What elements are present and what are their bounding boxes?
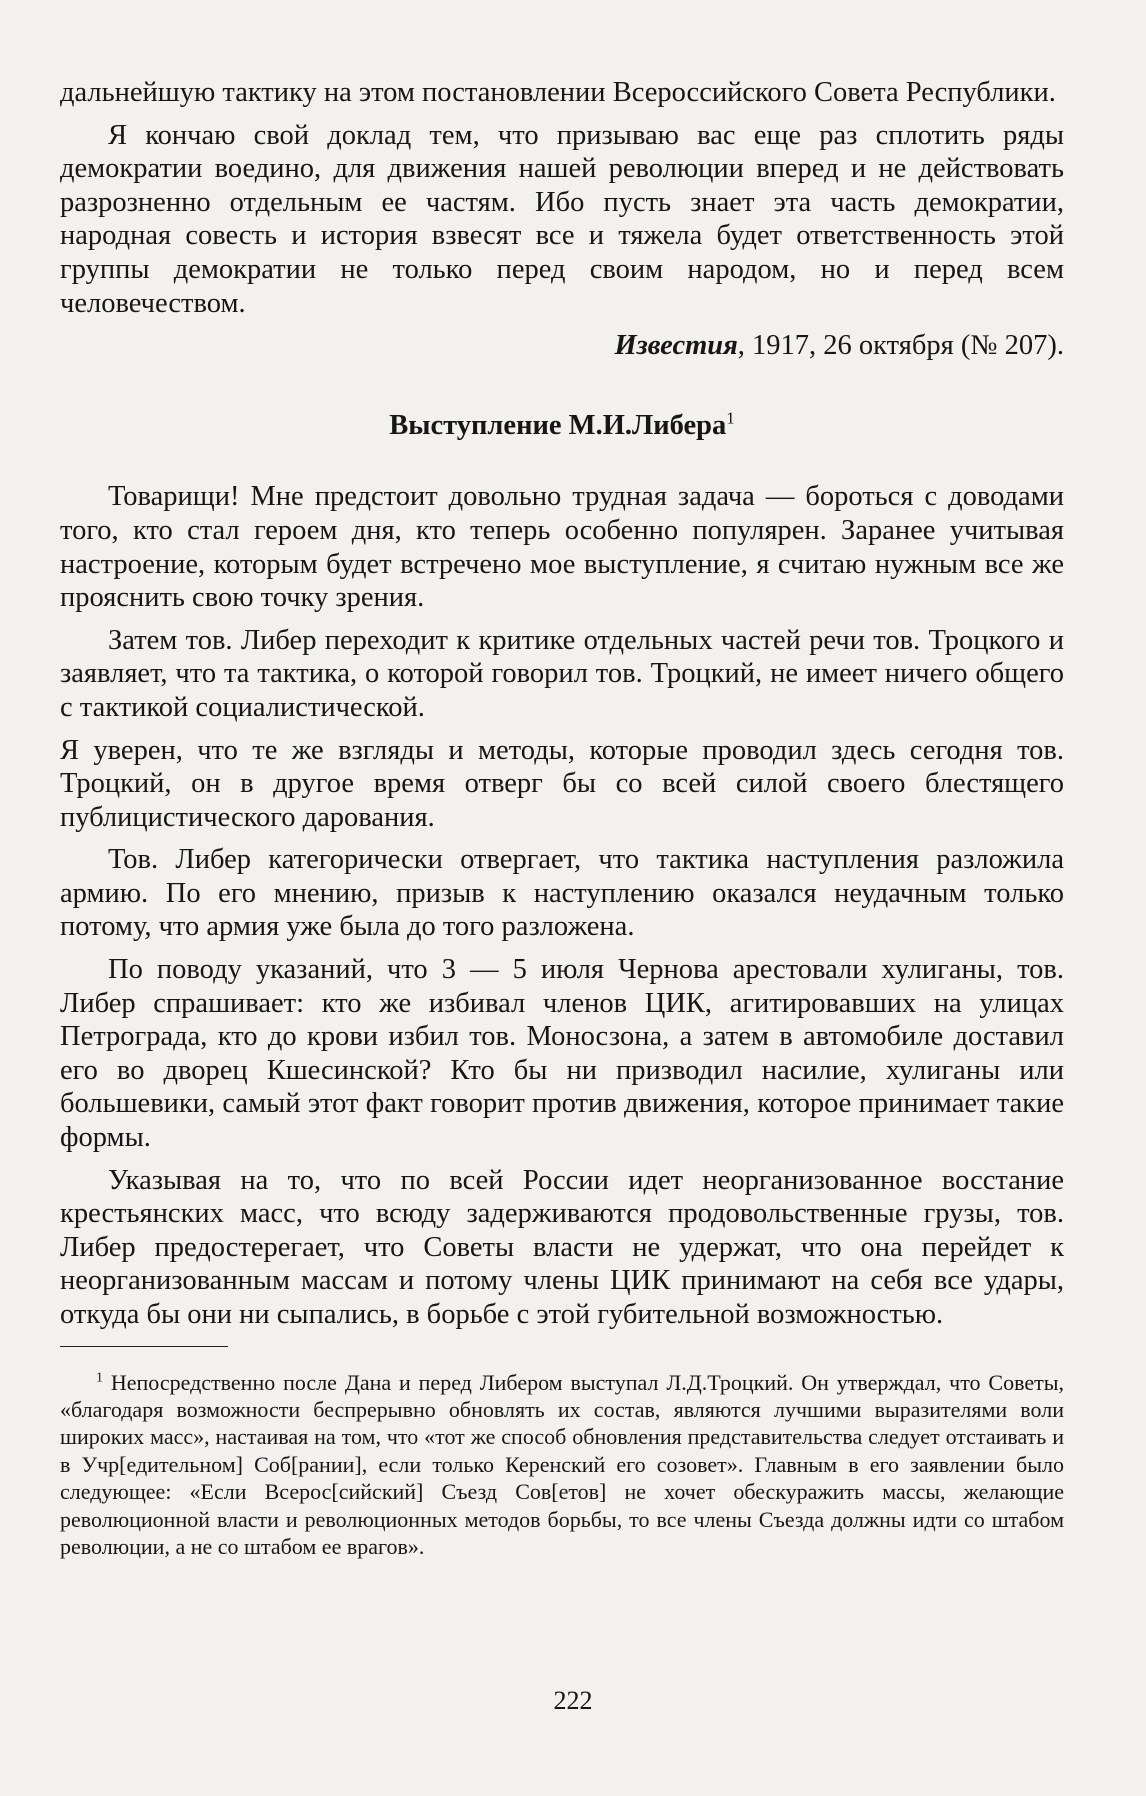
paragraph-3: Я уверен, что те же взгляды и методы, которые проводил здесь сегодня тов. Троцкий, он в другое время отверг бы со всей силой своего блестящего публицистического дарования. — [60, 734, 1064, 833]
paragraph-2: Затем тов. Либер переходит к критике отдельных частей речи тов. Троцкого и заявляет, что та тактика, о которой говорил тов. Троцкий, не имеет ничего общего с тактикой социалистической. — [60, 624, 1064, 723]
source-citation — [60, 329, 1064, 363]
page-number: 222 — [553, 1686, 593, 1715]
document-page — [60, 76, 1064, 1560]
footnote — [60, 1369, 1064, 1561]
paragraph-5: По поводу указаний, что 3 — 5 июля Чернова арестовали хулиганы, тов. Либер спрашивает: кто же избивал членов ЦИК, агитировавших на улицах Петрограда, кто до крови избил тов. Моносзона, а затем в автомобиле доставил его во дворец Кшесинской? Кто бы ни призводил насилие, хулиганы или большевики, самый этот факт говорит против движения, которое принимает такие формы. — [60, 954, 1064, 1154]
paragraph-4: Тов. Либер категорически отвергает, что тактика наступления разложила армию. По его мнению, призыв к наступлению оказался неудачным только потому, что армия уже была до того разложена. — [60, 844, 1064, 943]
paragraph-conclusion: Я кончаю свой доклад тем, что призываю вас еще раз сплотить ряды демократии воедино, для движения нашей революции вперед и не действовать разрозненно отдельным ее частям. Ибо пусть знает эта часть демократии, народная совесть и история взвесят все и тяжела будет ответственность этой группы демократии не только перед своим народом, но и перед всем человечеством. — [60, 119, 1064, 319]
paragraph-1: Товарищи! Мне предстоит довольно трудная задача — бороться с доводами того, кто стал героем дня, кто теперь особенно популярен. Заранее учитывая настроение, которым будет встречено мое выступление, я считаю нужным все же прояснить свою точку зрения. — [60, 481, 1064, 614]
source-name: Известия — [614, 330, 738, 362]
footnote-mark: 1 — [96, 1370, 103, 1386]
section-heading — [60, 409, 1064, 443]
heading-footnote-mark: 1 — [726, 408, 735, 428]
paragraph-continued: дальнейшую тактику на этом постановлении Всероссийского Совета Республики. — [60, 77, 1056, 108]
paragraph-6: Указывая на то, что по всей России идет неорганизованное восстание крестьянских масс, что всюду задерживаются продовольственные грузы, тов. Либер предостерегает, что Советы власти не удержат, что она перейдет к неорганизованным массам и потому члены ЦИК принимают на себя все удары, откуда бы они ни сыпались, в борьбе с этой губительной возможностью. — [60, 1164, 1064, 1330]
footnote-divider — [60, 1346, 228, 1347]
source-details: , 1917, 26 октября (№ 207). — [737, 330, 1064, 362]
footnote-text: Непосредственно после Дана и перед Либером выступал Л.Д.Троцкий. Он утверждал, что Советы, «благодаря возможности беспрерывно обновлять их состав, являются лучшими выразителями воли широких масс», настаивая на том, что «тот же способ обновления представительства следует отстаивать и в Учр[едительном] Соб[рании], если только Керенский его созовет». Главным в его заявлении было следующее: «Если Всерос[сийский] Съезд Сов[етов] не хочет обескуражить массы, желающие революционной власти и революционных методов борьбы, то все члены Съезда должны идти со штабом революции, а не со штабом ее врагов». — [60, 1369, 1064, 1560]
heading-title: Выступление М.И.Либера — [389, 409, 727, 441]
